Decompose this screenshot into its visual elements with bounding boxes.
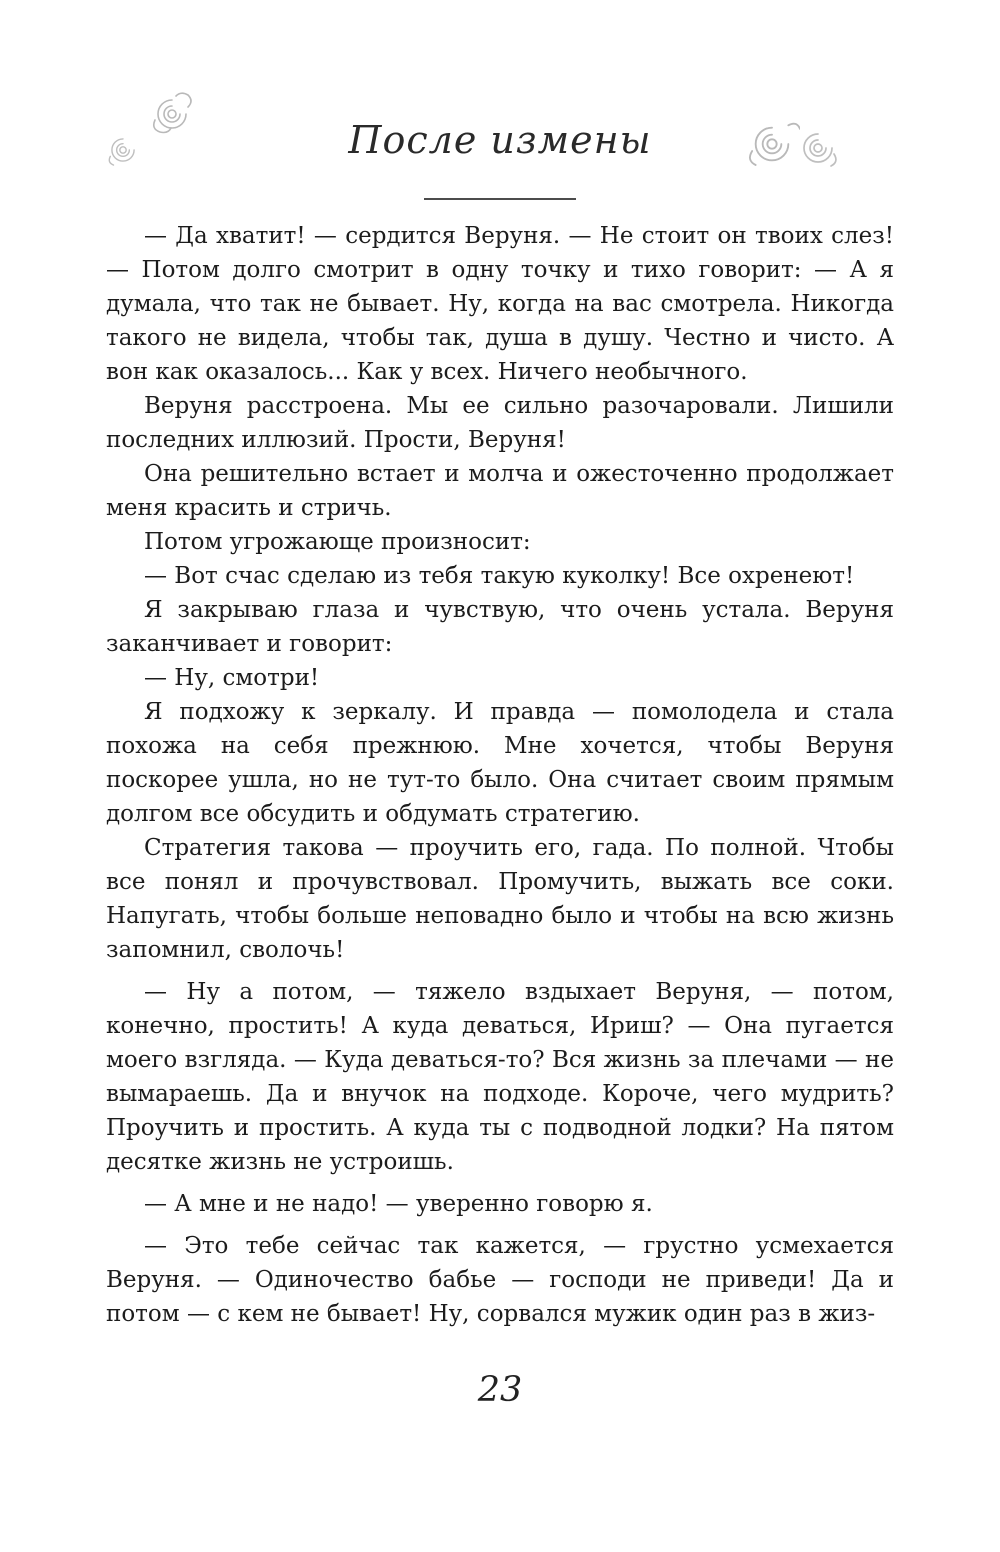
body-text <box>106 219 894 1331</box>
page-number: 23 <box>477 1370 523 1410</box>
paragraph: Она решительно встает и молча и ожесточенно продолжает меня красить и стричь. <box>106 461 894 521</box>
paragraph: Стратегия такова — проучить его, гада. По полной. Чтобы все понял и прочувствовал. Промучить, выжать все соки. Напугать, чтобы больше неповадно было и чтобы на всю жизнь запомнил, сволочь! <box>106 835 894 963</box>
paragraph: Потом угрожающе произносит: <box>144 529 531 555</box>
paragraph: — Это тебе сейчас так кажется, — грустно усмехается Веруня. — Одиночество бабье — господи не приведи! Да и потом — с кем не бывает! Ну, сорвался мужик один раз в жиз- <box>106 1233 894 1327</box>
title-divider <box>424 198 576 200</box>
paragraph: — Ну, смотри! <box>144 665 320 691</box>
paragraph: — Ну а потом, — тяжело вздыхает Веруня, — потом, конечно, простить! А куда деваться, Ириш? — Она пугается моего взгляда. — Куда деваться-то? Вся жизнь за плечами — не вымараешь. Да и внучок на подходе. Короче, чего мудрить? Проучить и простить. А куда ты с подводной лодки? На пятом десятке жизнь не устроишь. <box>106 979 894 1175</box>
paragraph: Я подхожу к зеркалу. И правда — помолодела и стала похожа на себя прежнюю. Мне хочется, чтобы Веруня поскорее ушла, но не тут-то было. Она считает своим прямым долгом все обсудить и обдумать стратегию. <box>106 699 894 827</box>
paragraph: Веруня расстроена. Мы ее сильно разочаровали. Лишили последних иллюзий. Прости, Веруня! <box>106 393 894 453</box>
paragraph: — Вот счас сделаю из тебя такую куколку! Все охренеют! <box>144 563 855 589</box>
paragraph: — Да хватит! — сердится Веруня. — Не стоит он твоих слез! — Потом долго смотрит в одну точку и тихо говорит: — А я думала, что так не бывает. Ну, когда на вас смотрела. Никогда такого не видела, чтобы так, душа в душу. Честно и чисто. А вон как оказалось... Как у всех. Ничего необычного. <box>106 223 894 385</box>
paragraph: — А мне и не надо! — уверенно говорю я. <box>144 1191 653 1217</box>
paragraph: Я закрываю глаза и чувствую, что очень устала. Веруня заканчивает и говорит: <box>106 597 894 657</box>
page-title: После измены <box>348 118 652 162</box>
